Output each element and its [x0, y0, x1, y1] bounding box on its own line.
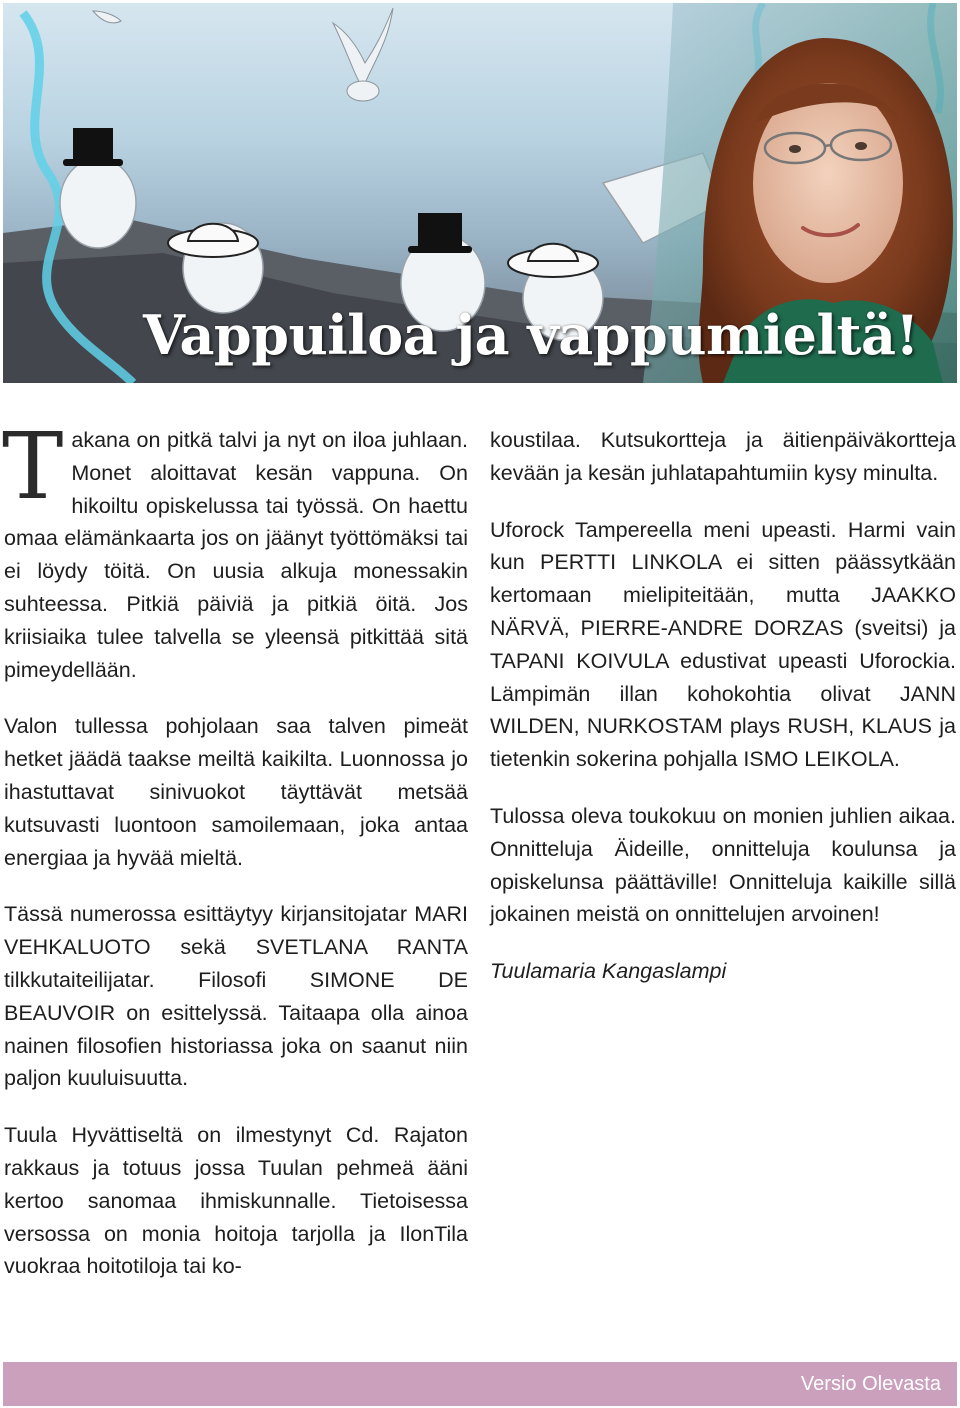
article-paragraph: Takana on pitkä talvi ja nyt on iloa juhlaan. Monet aloittavat kesän vappuna. On hikoiltu opiskelussa tai työssä. On haettu omaa elämänkaarta jos on jäänyt työttömäksi tai ei löydy töitä. On uusia alkuja monessakin suhteessa. Pitkiä päiviä ja pitkiä öitä. Jos kriisiaika tulee talvella se yleensä pitkittää sitä pimeydellään.: [2, 413, 468, 682]
article-paragraph: Tässä numerossa esittäytyy kirjansitojatar MARI VEHKALUOTO sekä SVETLANA RANTA tilkkutaiteilijatar. Filosofi SIMONE DE BEAUVOIR on esittelyssä. Taitaapa olla ainoa nainen filosofien historiassa joka on saanut niin paljon kuuluisuutta.: [4, 902, 468, 1091]
article-paragraph: koustilaa. Kutsukortteja ja äitienpäiväkortteja kevään ja kesän juhlatapahtumiin kysy minulta.: [490, 428, 956, 485]
footer-bar: [3, 1362, 957, 1406]
header-banner: [3, 3, 957, 383]
article-paragraph: Valon tullessa pohjolaan saa talven pimeät hetket jäädä taakse meiltä kaikilta. Luonnossa jo ihastuttavat sinivuokot täyttävät metsää kutsuvasti luontoon samoilemaan, joka antaa energiaa ja hyvää mieltä.: [4, 714, 468, 870]
article-paragraph: Uforock Tampereella meni upeasti. Harmi vain kun PERTTI LINKOLA ei sitten päässytkään kertomaan mielipiteitään, mutta JAAKKO NÄRVÄ, PIERRE-ANDRE DORZAS (sveitsi) ja TAPANI KOIVULA edustivat upeasti Uforockia. Lämpimän illan kohokohtia olivat JANN WILDEN, NURKOSTAM plays RUSH, KLAUS ja tietenkin sokerina pohjalla ISMO LEIKOLA.: [490, 517, 956, 772]
article-column-left: [2, 413, 468, 1283]
author-signature: Tuulamaria Kangaslampi: [490, 959, 727, 984]
footer-label: Versio Olevasta: [800, 1373, 941, 1395]
drop-cap: T: [2, 413, 64, 520]
article-paragraph: Tuula Hyvättiseltä on ilmestynyt Cd. Rajaton rakkaus ja totuus jossa Tuulan pehmeä ääni kertoo sanomaa ihmiskunnalle. Tietoisessa versossa on monia hoitoja tarjolla ja IlonTila vuokraa hoitotiloja tai ko-: [4, 1123, 468, 1279]
article-column-right: [490, 424, 956, 988]
article-paragraph: Tulossa oleva toukokuu on monien juhlien aikaa. Onnitteluja Äideille, onnitteluja koulunsa ja opiskelunsa päättäville! Onnitteluja kaikille sillä jokainen meistä on onnittelujen arvoinen!: [490, 803, 956, 927]
page-title: Vappuiloa ja vappumieltä!: [143, 303, 919, 367]
